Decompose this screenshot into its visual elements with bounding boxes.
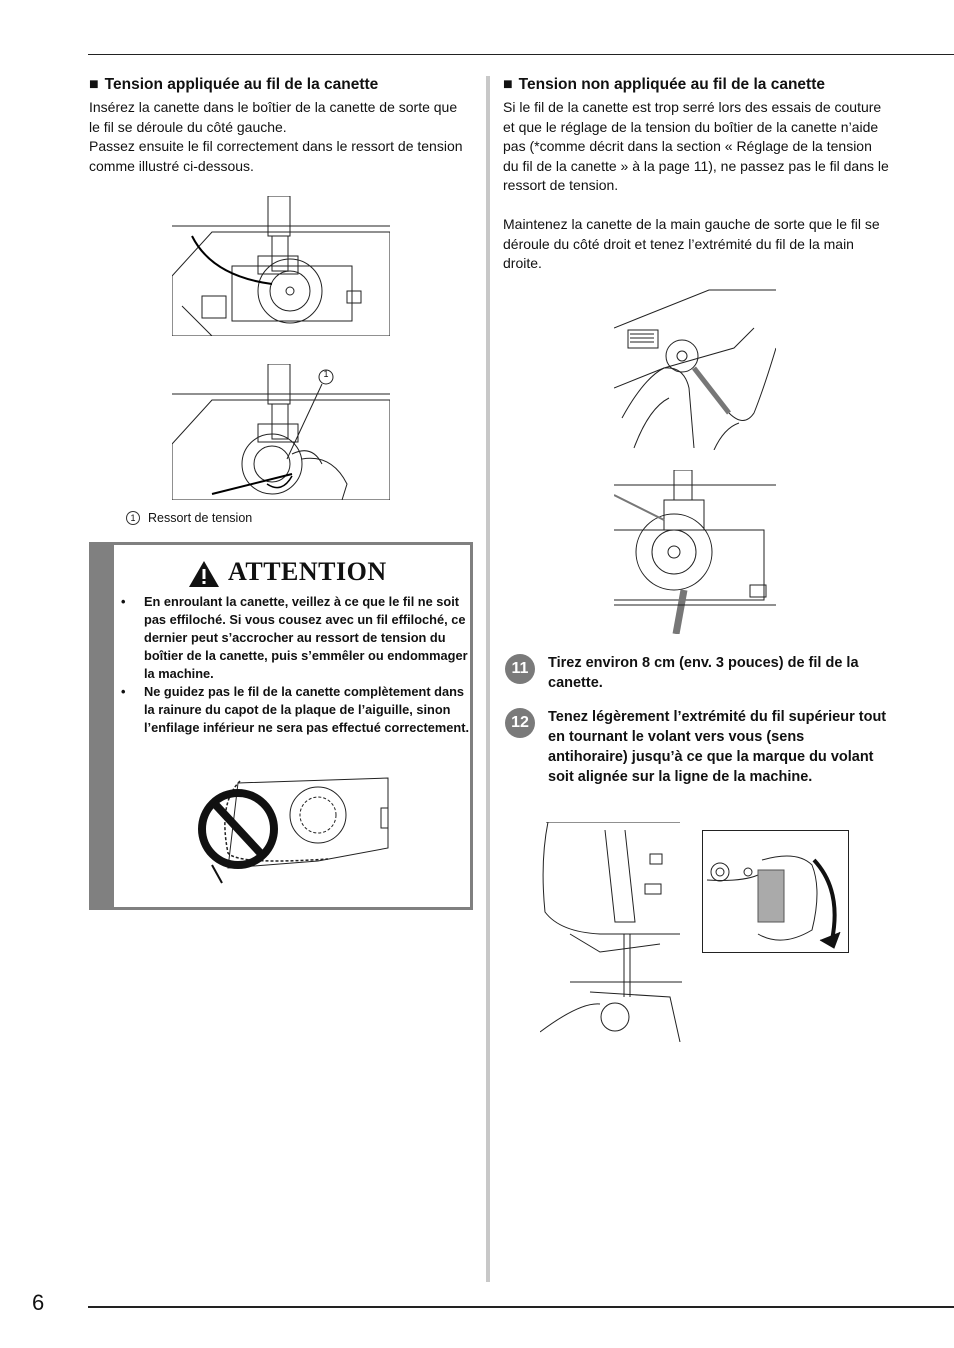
step-text-11: Tirez environ 8 cm (env. 3 pouces) de fil de la canette. bbox=[548, 655, 859, 691]
right-paragraph-1: Si le fil de la canette est trop serré lors des essais de couture et que le réglage de la tension du boîtier de la canette n’aide pas (*comme décrit dans la section « Réglage de la tension du fil de la canette » à la page 11), ne passez pas le fil dans le ressort de tension. bbox=[503, 99, 889, 193]
bobbin-figure-2 bbox=[172, 364, 390, 500]
left-paragraph-2: Passez ensuite le fil correctement dans le ressort de tension comme illustré ci-dessous. bbox=[89, 138, 463, 174]
top-rule bbox=[88, 54, 954, 55]
right-paragraph-2: Maintenez la canette de la main gauche de sorte que le fil se déroule du côté droit et tenez l’extrémité du fil de la main droite. bbox=[503, 216, 880, 271]
attention-item: • Ne guidez pas le fil de la canette complètement dans la rainure du capot de la plaque de l’aiguille, sinon l’enfilage inférieur ne sera pas effectué correctement. bbox=[120, 683, 470, 737]
warning-icon bbox=[188, 560, 220, 588]
attention-side-bar bbox=[92, 545, 114, 907]
machine-figure bbox=[540, 822, 682, 1042]
left-heading-text: Tension appliquée au fil de la canette bbox=[104, 76, 379, 93]
attention-item: • En enroulant la canette, veillez à ce que le fil ne soit pas effiloché. Si vous cousez avec un fil effiloché, ce dernier peut s’accrocher au ressort de tension du boîtier de la canette, puis s’emmêler ou endommager la machine. bbox=[120, 593, 470, 683]
handwheel-figure bbox=[702, 830, 850, 954]
bottom-rule bbox=[88, 1306, 954, 1308]
right-intro bbox=[503, 98, 889, 274]
step-number-12: 12 bbox=[505, 708, 535, 738]
column-divider bbox=[486, 76, 490, 1282]
left-paragraph-1: Insérez la canette dans le boîtier de la canette de sorte que le fil se déroule du côté gauche. bbox=[89, 99, 458, 135]
caption-number: 1 bbox=[126, 511, 140, 525]
attention-list bbox=[120, 593, 470, 737]
figure-caption bbox=[126, 511, 252, 525]
prohibited-figure bbox=[198, 773, 394, 885]
right-heading-text: Tension non appliquée au fil de la canette bbox=[518, 76, 825, 93]
attention-box bbox=[89, 542, 473, 910]
arrow-head-icon bbox=[820, 932, 840, 948]
bobbin-figure-1 bbox=[172, 196, 390, 336]
left-intro bbox=[89, 98, 471, 176]
page-number: 6 bbox=[32, 1290, 45, 1315]
heading-square-marker: ■ bbox=[503, 76, 513, 93]
caption-text: Ressort de tension bbox=[148, 511, 253, 525]
heading-square-marker: ■ bbox=[89, 76, 99, 93]
callout-number: 1 bbox=[323, 369, 329, 379]
step-text-12: Tenez légèrement l’extrémité du fil supérieur tout en tournant le volant vers vous (sens antihoraire) jusqu’à ce que la marque du volant soit alignée sur la ligne de la machine. bbox=[548, 709, 887, 785]
bobbin-hand-figure bbox=[614, 288, 776, 450]
left-heading bbox=[89, 76, 378, 94]
right-heading bbox=[503, 76, 825, 94]
step-number-11: 11 bbox=[505, 654, 535, 684]
attention-title: ATTENTION bbox=[228, 557, 387, 586]
bobbin-top-figure bbox=[614, 470, 776, 634]
